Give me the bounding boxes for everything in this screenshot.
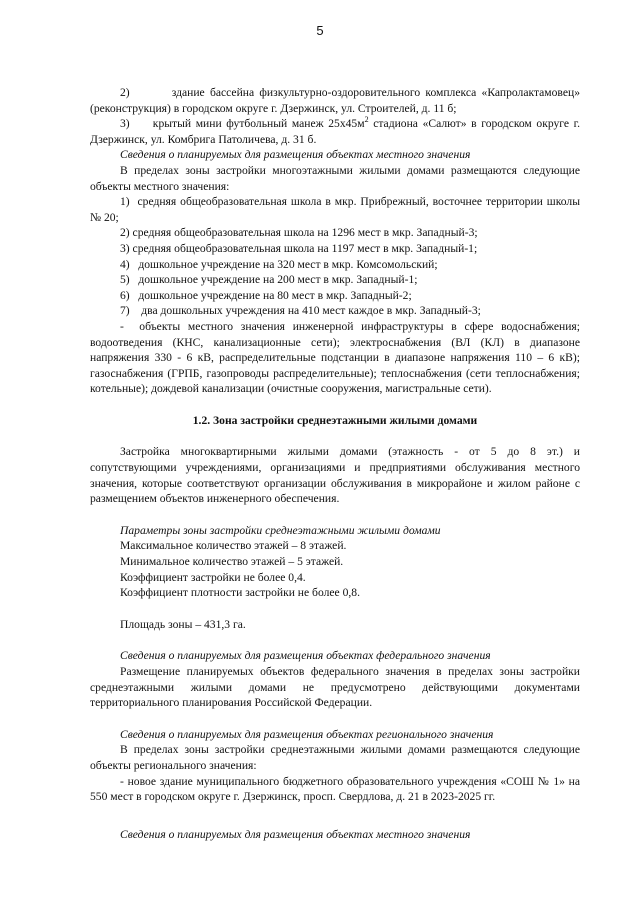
item-3-text-end: стадиона «Салют» в городском округе г. Дзержинск, ул. Комбрига Патоличева, д. 31 б. [90,117,580,146]
page-number: 5 [316,23,324,38]
document-body [90,85,580,842]
local-list-item-1: 1) средняя общеобразовательная школа в мкр. Прибрежный, восточнее территории школы № 20; [90,195,580,224]
local-objects-heading-2: Сведения о планируемых для размещения объектах местного значения [120,827,471,841]
section-title: 1.2. Зона застройки среднеэтажными жилыми домами [192,413,478,427]
item-2: 2) здание бассейна физкультурно-оздоровительного комплекса «Капролактамовец» (реконструкция) в городском округе г. Дзержинск, ул. Строителей, д. 11 б; [90,86,580,115]
param-density-coefficient: Коэффициент плотности застройки не более 0,8. [120,586,360,600]
local-objects-heading: Сведения о планируемых для размещения объектах местного значения [120,148,471,162]
item-3-text: 3) крытый мини футбольный манеж 25х45м [120,117,365,131]
regional-objects-item: - новое здание муниципального бюджетного образовательного учреждения «СОШ № 1» на 550 мест в городском округе г. Дзержинск, просп. Свердлова, д. 21 в 2023-2025 гг. [90,774,580,804]
item-3 [90,116,580,147]
zone-area: Площадь зоны – 431,3 га. [120,617,246,631]
local-list-item-7: 7) два дошкольных учреждения на 410 мест каждое в мкр. Западный-3; [120,304,481,318]
local-list-item-6: 6) дошкольное учреждение на 80 мест в мкр. Западный-2; [120,288,412,302]
local-list-item-3: 3) средняя общеобразовательная школа на 1197 мест в мкр. Западный-1; [120,241,478,255]
param-max-floors: Максимальное количество этажей – 8 этажей. [120,539,347,553]
federal-objects-text: Размещение планируемых объектов федерального значения в пределах зоны застройки среднеэтажными жилыми домами не предусмотрено действующими документами территориального планирования Российской Федерации. [90,665,580,710]
param-min-floors: Минимальное количество этажей – 5 этажей. [120,555,344,569]
item-3-superscript: 2 [364,115,369,125]
local-objects-intro: В пределах зоны застройки многоэтажными жилыми домами размещаются следующие объекты местного значения: [90,163,580,193]
param-building-coefficient: Коэффициент застройки не более 0,4. [120,570,306,584]
local-list-item-2: 2) средняя общеобразовательная школа на 1296 мест в мкр. Западный-3; [120,226,478,240]
regional-objects-intro: В пределах зоны застройки среднеэтажными жилыми домами размещаются следующие объекты регионального значения: [90,743,580,772]
local-infrastructure-item: - объекты местного значения инженерной инфраструктуры в сфере водоснабжения; водоотведения (КНС, канализационные сети); электроснабжения (ВЛ (КЛ) в диапазоне напряжения 330 - 6 кВ, распределительные подстанции в диапазоне напряжения 110 – 6 кВ); газоснабжения (ГРПБ, газопроводы распределительные); теплоснабжения (сети теплоснабжения; котельные); дождевой канализации (очистные сооружения, магистральные сети). [90,319,580,396]
params-heading: Параметры зоны застройки среднеэтажными жилыми домами [120,523,441,537]
section-description: Застройка многоквартирными жилыми домами (этажность - от 5 до 8 эт.) и сопутствующими учреждениями, организациями и предприятиями обслуживания местного значения, которые соответствуют организации обслуживания в микрорайоне и жилом районе с размещением объектов инженерного обеспечения. [90,445,580,506]
local-list-item-5: 5) дошкольное учреждение на 200 мест в мкр. Западный-1; [120,273,418,287]
local-list-item-4: 4) дошкольное учреждение на 320 мест в мкр. Комсомольский; [120,257,438,271]
regional-objects-heading: Сведения о планируемых для размещения объектах регионального значения [120,727,494,741]
federal-objects-heading: Сведения о планируемых для размещения объектах федерального значения [120,649,491,663]
